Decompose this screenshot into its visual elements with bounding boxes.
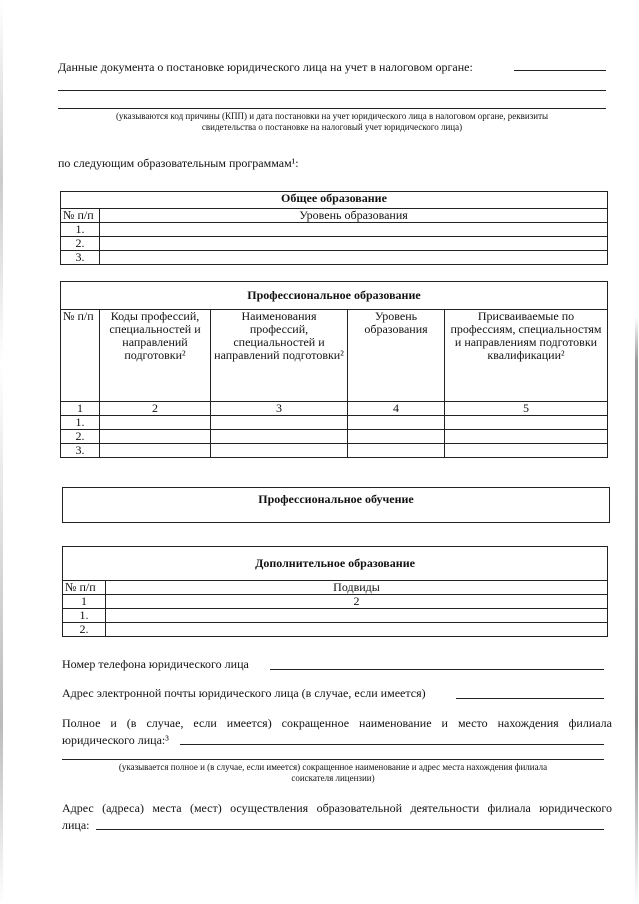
col-num-header: № п/п xyxy=(61,209,100,223)
registration-note-2: свидетельства о постановке на налоговый учет юридического лица) xyxy=(201,122,463,132)
registration-line-1[interactable] xyxy=(514,70,606,71)
index-cell: 3 xyxy=(211,402,348,416)
row-number: 1. xyxy=(61,416,100,430)
subtype-cell-1[interactable] xyxy=(106,609,608,623)
table-cell[interactable] xyxy=(100,430,211,444)
programs-label: по следующим образовательным программам¹: xyxy=(58,156,299,170)
col-level-header: Уровень образования xyxy=(100,209,608,223)
professional-training-box xyxy=(62,487,610,523)
subtype-cell-2[interactable] xyxy=(106,623,608,637)
table-cell[interactable] xyxy=(445,416,608,430)
phone-label: Номер телефона юридического лица xyxy=(62,657,249,671)
general-education-title: Общее образование xyxy=(61,192,608,209)
branch-field-2[interactable] xyxy=(62,759,604,760)
table-cell[interactable] xyxy=(211,444,348,458)
table-cell[interactable] xyxy=(211,416,348,430)
row-number: 2. xyxy=(61,430,100,444)
row-number: 1. xyxy=(61,223,100,237)
row-number: 2. xyxy=(61,237,100,251)
index-cell: 1 xyxy=(61,402,100,416)
table-cell[interactable] xyxy=(100,416,211,430)
address-field[interactable] xyxy=(96,829,604,830)
index-cell: 2 xyxy=(100,402,211,416)
row-number: 3. xyxy=(61,444,100,458)
branch-note-1: (указывается полное и (в случае, если имеется) сокращенное наименование и адрес места нахождения филиала xyxy=(118,762,548,772)
table-cell[interactable] xyxy=(211,430,348,444)
additional-education-title: Дополнительное образование xyxy=(63,547,608,581)
col-num-header: № п/п xyxy=(61,310,100,402)
row-number: 3. xyxy=(61,251,100,265)
email-field[interactable] xyxy=(456,698,604,699)
col-num-header: № п/п xyxy=(63,581,106,595)
address-label-1: Адрес (адреса) места (мест) осуществления образовательной деятельности филиала юридического xyxy=(62,801,612,815)
professional-training-title: Профессиональное обучение xyxy=(258,492,414,506)
table-cell[interactable] xyxy=(348,444,445,458)
table-cell[interactable] xyxy=(445,430,608,444)
index-cell: 2 xyxy=(106,595,608,609)
branch-note-2: соискателя лицензии) xyxy=(291,773,375,783)
professional-education-title: Профессиональное образование xyxy=(61,282,608,310)
index-cell: 4 xyxy=(348,402,445,416)
table-cell[interactable] xyxy=(348,430,445,444)
additional-education-table xyxy=(62,546,608,637)
level-cell-3[interactable] xyxy=(100,251,608,265)
table-cell[interactable] xyxy=(348,416,445,430)
table-cell[interactable] xyxy=(100,444,211,458)
col-names-header: Наименования профессий, специальностей и направлений подготовки² xyxy=(211,310,348,402)
index-cell: 5 xyxy=(445,402,608,416)
row-number: 1. xyxy=(63,609,106,623)
col-level-header: Уровень образования xyxy=(348,310,445,402)
level-cell-1[interactable] xyxy=(100,223,608,237)
registration-note-1: (указываются код причины (КПП) и дата постановки на учет юридического лица в налоговом органе, реквизиты xyxy=(115,111,549,121)
branch-field-1[interactable] xyxy=(180,744,604,745)
registration-line-3[interactable] xyxy=(58,108,606,109)
professional-education-table xyxy=(60,281,608,458)
registration-label: Данные документа о постановке юридического лица на учет в налоговом органе: xyxy=(58,60,473,74)
scan-edge-left xyxy=(0,0,3,904)
registration-line-2[interactable] xyxy=(58,90,606,91)
branch-label-2: юридического лица:³ xyxy=(62,733,169,747)
table-cell[interactable] xyxy=(445,444,608,458)
phone-field[interactable] xyxy=(270,669,604,670)
row-number: 2. xyxy=(63,623,106,637)
email-label: Адрес электронной почты юридического лица (в случае, если имеется) xyxy=(62,686,426,700)
index-cell: 1 xyxy=(63,595,106,609)
general-education-table xyxy=(60,191,608,265)
address-label-2: лица: xyxy=(62,818,90,832)
branch-label-1: Полное и (в случае, если имеется) сокращенное наименование и место нахождения филиала xyxy=(62,716,612,730)
col-codes-header: Коды профессий, специальностей и направлений подготовки² xyxy=(100,310,211,402)
col-qualification-header: Присваиваемые по профессиям, специальностям и направлениям подготовки квалификации² xyxy=(445,310,608,402)
col-subtypes-header: Подвиды xyxy=(106,581,608,595)
level-cell-2[interactable] xyxy=(100,237,608,251)
scan-edge-right xyxy=(635,0,638,904)
